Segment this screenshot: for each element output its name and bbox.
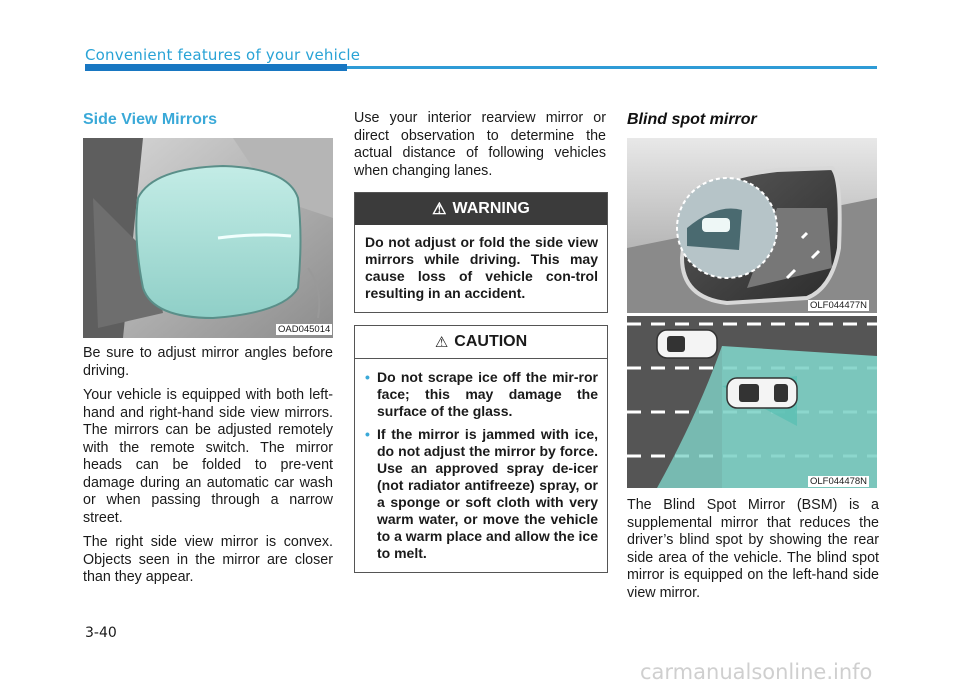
blind-spot-zone-drawing [627, 316, 877, 488]
caution-triangle-icon: ⚠ [434, 334, 449, 351]
caution-item [365, 426, 598, 562]
caution-header [355, 326, 607, 359]
figure-code-side-mirror: OAD045014 [278, 324, 331, 335]
figure-code-zone-diagram: OLF044478N [810, 476, 868, 487]
paragraph-bsm: The Blind Spot Mirror (BSM) is a supplemental mirror that reduces the driver’s blind spot by showing the rear side area of the vehicle. The blind spot mirror is equipped on the left-hand side view mirror. [627, 497, 879, 601]
paragraph-equipment: Your vehicle is equipped with both left-hand and right-hand side view mirrors. The mirrors can be adjusted remotely with the remote switch. The mirror heads can be folded to pre-vent damage during an automatic car wash or when passing through a narrow street. [83, 387, 333, 526]
warning-triangle-icon: ⚠ [432, 201, 447, 218]
warning-header [355, 193, 607, 225]
warning-text: Do not adjust or fold the side view mirrors while driving. This may cause loss of vehicle con-trol resulting in an accident. [365, 234, 598, 301]
paragraph-rearview: Use your interior rearview mirror or direct observation to determine the actual distance of following vehicles when changing lanes. [354, 110, 606, 179]
header-tab-bar [85, 64, 347, 71]
blind-spot-mirror-drawing [627, 138, 877, 313]
caution-label: CAUTION [454, 333, 528, 350]
side-view-mirrors-title: Side View Mirrors [83, 111, 217, 128]
section-header: Convenient features of your vehicle [85, 46, 361, 64]
caution-body [355, 359, 607, 572]
blind-spot-zone-diagram [627, 316, 877, 488]
warning-label: WARNING [452, 200, 530, 217]
caution-box [354, 325, 608, 573]
caution-item-text: If the mirror is jammed with ice, do not adjust the mirror by force. Use an approved spray de-icer (not radiator antifreeze) spray, or a sponge or soft cloth with very warm water, or move the vehicle to a warm place and allow the ice to melt. [377, 426, 598, 561]
col2-body [354, 110, 606, 187]
paragraph-convex: The right side view mirror is convex. Objects seen in the mirror are closer than they appear. [83, 534, 333, 585]
caution-item-text: Do not scrape ice off the mir-ror face; this may damage the surface of the glass. [377, 369, 598, 419]
bullet-icon: • [365, 426, 370, 442]
watermark: carmanualsonline.info [640, 660, 873, 684]
bullet-icon: • [365, 369, 370, 385]
blind-spot-mirror-illustration [627, 138, 877, 313]
blind-spot-mirror-title: Blind spot mirror [627, 111, 757, 128]
col3-body [627, 497, 879, 609]
page-number: 3-40 [85, 625, 117, 641]
warning-box [354, 192, 608, 313]
caution-item [365, 369, 598, 420]
side-mirror-drawing [83, 138, 333, 338]
paragraph-adjust: Be sure to adjust mirror angles before driving. [83, 345, 333, 379]
figure-code-blind-mirror: OLF044477N [810, 300, 868, 311]
col1-body [83, 345, 333, 594]
side-mirror-illustration [83, 138, 333, 338]
